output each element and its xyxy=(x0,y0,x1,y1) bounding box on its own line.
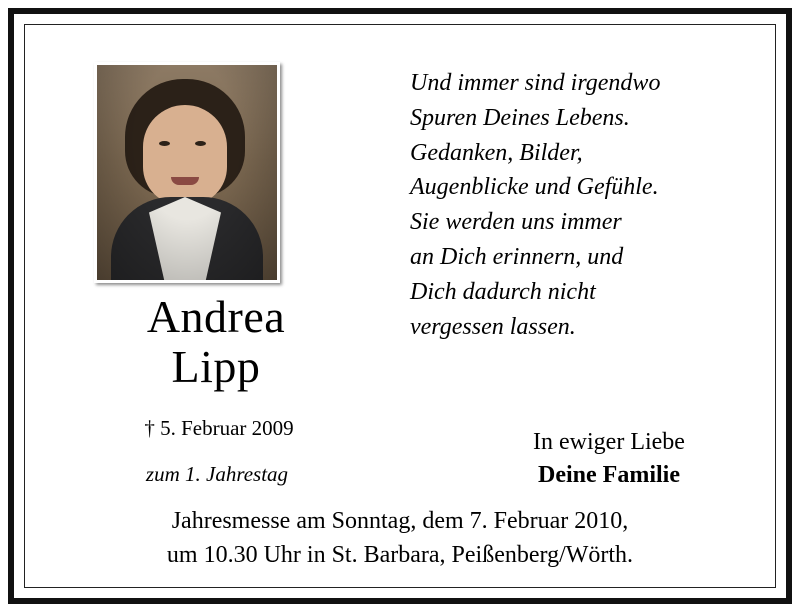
poem-line: Spuren Deines Lebens. xyxy=(410,104,630,131)
portrait-vignette xyxy=(97,65,277,280)
memorial-poem xyxy=(410,66,770,344)
outer-border-frame xyxy=(8,8,792,604)
service-announcement xyxy=(44,504,756,572)
closing-block xyxy=(444,426,774,492)
anniversary-label: zum 1. Jahrestag xyxy=(145,462,289,486)
poem-line: Augenblicke und Gefühle. xyxy=(410,174,659,201)
notice-content xyxy=(14,14,786,598)
service-line: Jahresmesse am Sonntag, dem 7. Februar 2010, xyxy=(171,508,629,534)
poem-line: vergessen lassen. xyxy=(410,313,576,340)
deceased-last-name: Lipp xyxy=(171,340,261,392)
poem-line: Sie werden uns immer xyxy=(410,209,622,236)
closing-line: In ewiger Liebe xyxy=(533,429,685,455)
portrait-photo-image xyxy=(97,65,277,280)
poem-line: Gedanken, Bilder, xyxy=(410,139,583,166)
poem-line: Dich dadurch nicht xyxy=(410,278,596,305)
poem-line: an Dich erinnern, und xyxy=(410,243,624,270)
deceased-name xyxy=(66,292,366,391)
portrait-photo xyxy=(94,62,280,283)
poem-line: Und immer sind irgendwo xyxy=(410,70,661,96)
death-date: † 5. Februar 2009 xyxy=(144,416,294,440)
deceased-first-name: Andrea xyxy=(146,291,286,342)
service-line: um 10.30 Uhr in St. Barbara, Peißenberg/Wörth. xyxy=(166,542,634,569)
closing-signature: Deine Familie xyxy=(538,462,680,489)
